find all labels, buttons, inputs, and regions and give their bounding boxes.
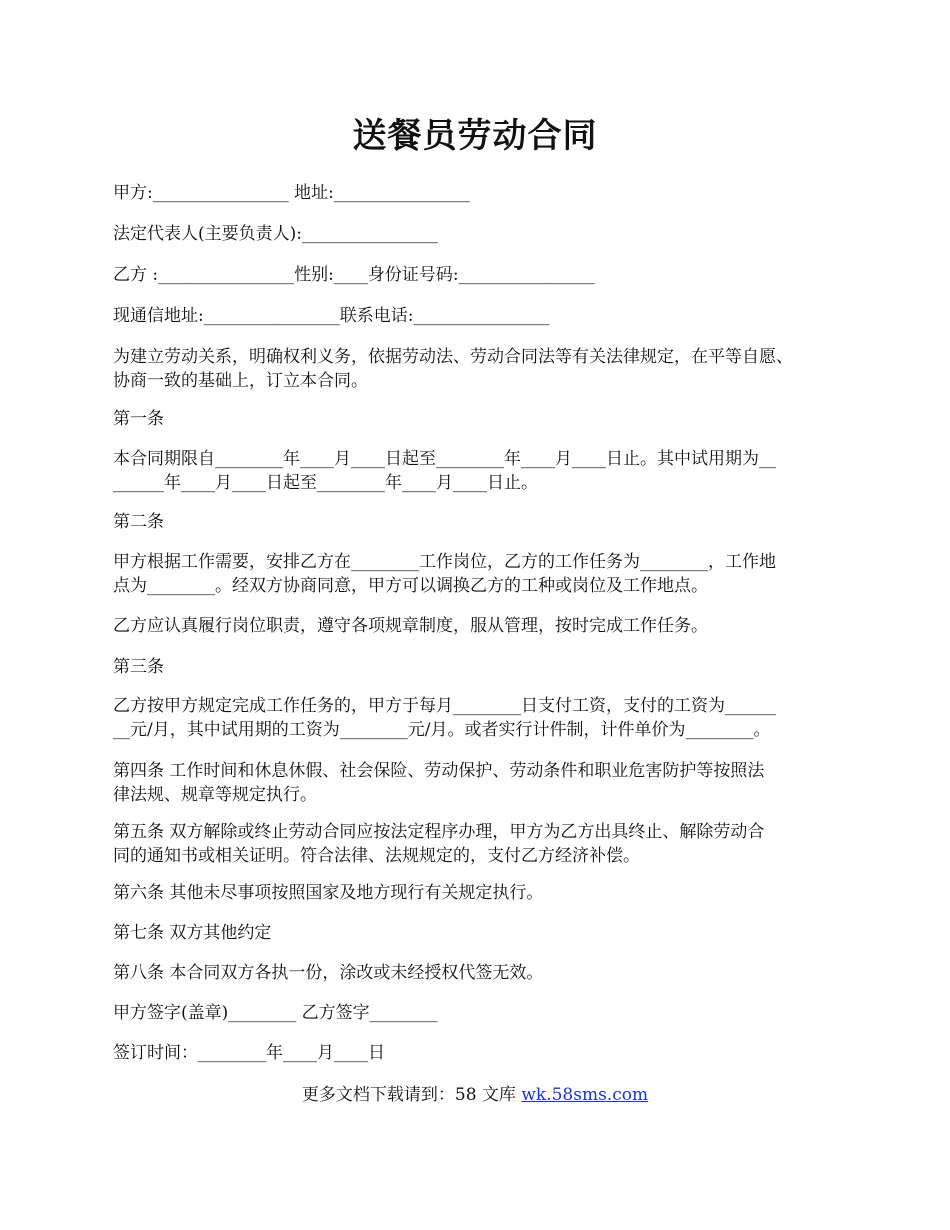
party-a-line: 甲方:________________ 地址:________________ xyxy=(113,183,470,203)
article-3-body: 乙方按甲方规定完成工作任务的，甲方于每月________日支付工资，支付的工资为______ __元/月，其中试用期的工资为________元/月。或者实行计件制，计件单价为________。 xyxy=(113,696,776,740)
article-2-heading: 第二条 xyxy=(113,512,164,532)
footer-prefix: 更多文档下载请到：58 文库 xyxy=(301,1085,522,1105)
article-1-body: 本合同期限自________年____月____日起至________年____月____日止。其中试用期为__ ______年____月____日起至________年____月____日止。 xyxy=(113,449,776,493)
intro-paragraph: 为建立劳动关系，明确权利义务，依据劳动法、劳动合同法等有关法律规定，在平等自愿、 协商一致的基础上，订立本合同。 xyxy=(113,347,793,391)
document-title: 送餐员劳动合同 xyxy=(352,116,598,156)
article-1-heading: 第一条 xyxy=(113,409,164,429)
article-3-heading: 第三条 xyxy=(113,657,164,677)
article-7: 第七条 双方其他约定 xyxy=(113,923,272,943)
footer-link[interactable]: wk.58sms.com xyxy=(521,1085,649,1105)
legal-representative-line: 法定代表人(主要负责人):________________ xyxy=(113,224,438,244)
article-2-duties: 乙方应认真履行岗位职责，遵守各项规章制度，服从管理，按时完成工作任务。 xyxy=(113,616,708,636)
party-b-line: 乙方 :________________性别:____身份证号码:________________ xyxy=(113,265,595,285)
article-8: 第八条 本合同双方各执一份，涂改或未经授权代签无效。 xyxy=(113,963,544,983)
article-6: 第六条 其他未尽事项按照国家及地方现行有关规定执行。 xyxy=(113,883,544,903)
signature-line: 甲方签字(盖章)________ 乙方签字________ xyxy=(113,1003,438,1023)
footer xyxy=(0,1083,950,1107)
article-4: 第四条 工作时间和休息休假、社会保险、劳动保护、劳动条件和职业危害防护等按照法 律法规、规章等规定执行。 xyxy=(113,761,765,805)
article-5: 第五条 双方解除或终止劳动合同应按法定程序办理，甲方为乙方出具终止、解除劳动合 同的通知书或相关证明。符合法律、法规规定的，支付乙方经济补偿。 xyxy=(113,822,765,866)
article-2-body: 甲方根据工作需要，安排乙方在________工作岗位，乙方的工作任务为________，工作地 点为________。经双方协商同意，甲方可以调换乙方的工种或岗位及工作地点。 xyxy=(113,552,776,596)
address-phone-line: 现通信地址:________________联系电话:________________ xyxy=(113,306,550,326)
signing-date-line: 签订时间：________年____月____日 xyxy=(113,1043,385,1063)
